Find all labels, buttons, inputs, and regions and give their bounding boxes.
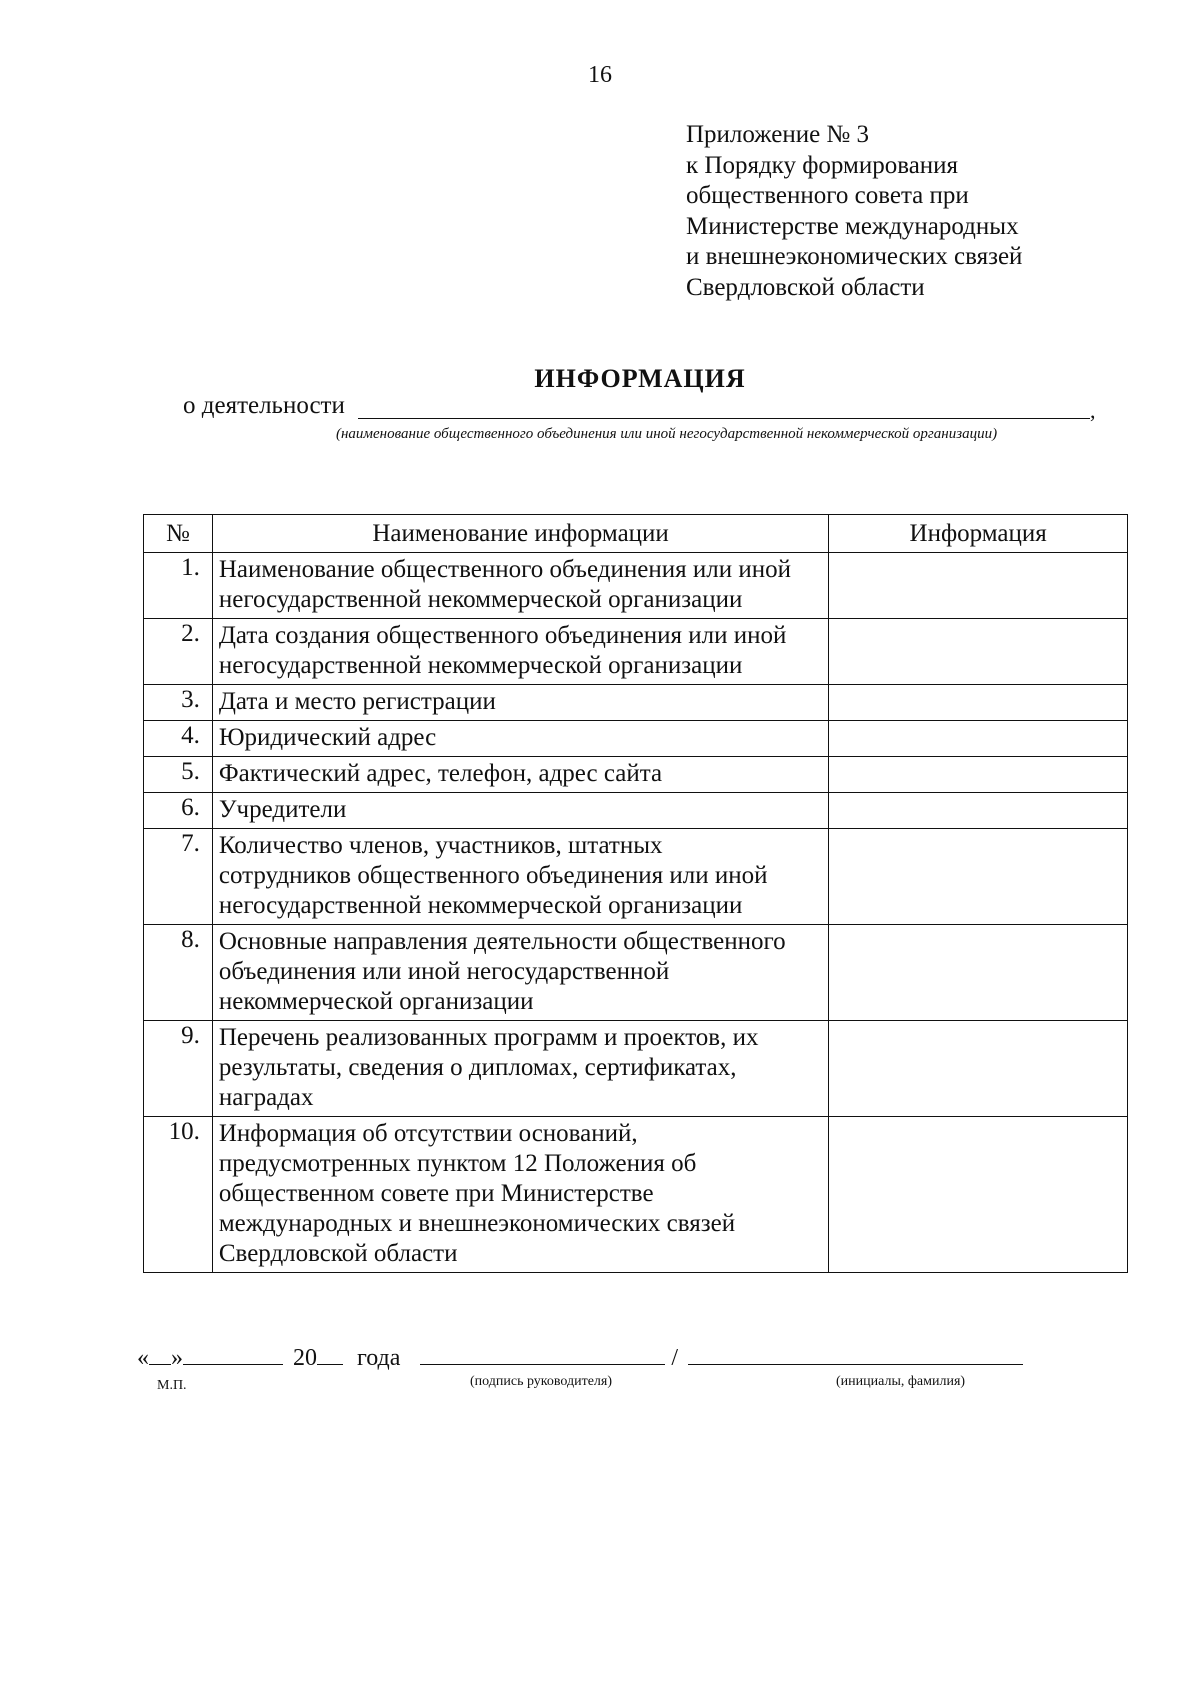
row-name — [212, 829, 828, 925]
quote-open: « — [137, 1345, 149, 1371]
row-name — [212, 925, 828, 1021]
quote-close: » — [171, 1345, 183, 1371]
signature-line — [137, 1344, 1023, 1372]
row-name-line: некоммерческой организации — [218, 988, 534, 1015]
row-name — [212, 1117, 828, 1273]
row-name-line: общественном совете при Министерстве — [218, 1180, 654, 1207]
row-info-cell[interactable] — [829, 721, 1128, 757]
table-row — [144, 619, 1128, 685]
row-number: 4. — [144, 721, 213, 757]
appendix-line: и внешнеэкономических связей — [686, 243, 1023, 270]
appendix-line: к Порядку формирования — [686, 151, 959, 179]
row-number: 7. — [144, 829, 213, 925]
year-suffix: года — [357, 1345, 401, 1371]
row-info-cell[interactable] — [829, 1021, 1128, 1117]
document-title: ИНФОРМАЦИЯ — [534, 364, 746, 393]
table-row — [144, 925, 1128, 1021]
row-name-line: результаты, сведения о дипломах, сертификатах, — [218, 1054, 737, 1081]
table-row — [144, 1021, 1128, 1117]
row-name-line: Юридический адрес — [218, 724, 437, 751]
row-info-cell[interactable] — [829, 553, 1128, 619]
row-info-cell[interactable] — [829, 757, 1128, 793]
table-row — [144, 829, 1128, 925]
row-name-line: негосударственной некоммерческой организации — [218, 586, 743, 613]
page-number: 16 — [588, 62, 612, 88]
table-row — [144, 721, 1128, 757]
row-name-line: Учредители — [218, 796, 347, 823]
row-name-line: предусмотренных пунктом 12 Положения об — [218, 1150, 697, 1177]
year-prefix: 20 — [293, 1345, 317, 1371]
row-info-cell[interactable] — [829, 1117, 1128, 1273]
table-body — [144, 553, 1128, 1273]
row-name-line: негосударственной некоммерческой организации — [218, 892, 743, 919]
row-number: 8. — [144, 925, 213, 1021]
row-name-line: Количество членов, участников, штатных — [218, 832, 663, 859]
signature-caption: (подпись руководителя) — [470, 1374, 613, 1389]
row-name — [212, 793, 828, 829]
row-info-cell[interactable] — [829, 619, 1128, 685]
mp-label: М.П. — [157, 1378, 187, 1393]
row-number: 3. — [144, 685, 213, 721]
table-row — [144, 685, 1128, 721]
row-name-line: наградах — [218, 1084, 314, 1111]
info-table — [143, 514, 1128, 1273]
row-name-line: Информация об отсутствии оснований, — [218, 1120, 638, 1147]
row-name-line: международных и внешнеэкономических связей — [218, 1210, 736, 1237]
month-blank — [183, 1344, 283, 1365]
header-info: Информация — [829, 515, 1128, 553]
activity-comma: , — [1090, 398, 1096, 423]
table-row — [144, 757, 1128, 793]
row-name-line: Перечень реализованных программ и проектов, их — [218, 1024, 759, 1051]
row-name-line: негосударственной некоммерческой организации — [218, 652, 743, 679]
table-row — [144, 553, 1128, 619]
appendix-line: Приложение № 3 — [686, 121, 870, 148]
row-name — [212, 619, 828, 685]
header-num: № — [144, 515, 213, 553]
org-caption: (наименование общественного объединения или иной негосударственной некоммерческой организации) — [336, 426, 998, 442]
appendix-line: Свердловской области — [686, 273, 925, 301]
row-info-cell[interactable] — [829, 685, 1128, 721]
appendix-line: общественного совета при — [686, 182, 969, 209]
table-row — [144, 1117, 1128, 1273]
row-info-cell[interactable] — [829, 793, 1128, 829]
row-name-line: Основные направления деятельности общественного — [218, 928, 786, 955]
row-name — [212, 685, 828, 721]
row-name — [212, 553, 828, 619]
activity-underline — [358, 418, 1090, 419]
row-name-line: Наименование общественного объединения или иной — [218, 556, 791, 583]
name-caption: (инициалы, фамилия) — [836, 1374, 966, 1389]
row-name-line: Дата и место регистрации — [218, 688, 496, 715]
table-row — [144, 793, 1128, 829]
row-name-line: сотрудников общественного объединения или иной — [218, 862, 768, 889]
header-name: Наименование информации — [212, 515, 828, 553]
row-number: 9. — [144, 1021, 213, 1117]
row-info-cell[interactable] — [829, 925, 1128, 1021]
appendix-line: Министерстве международных — [686, 212, 1019, 240]
row-name — [212, 1021, 828, 1117]
appendix-block — [686, 120, 1022, 303]
row-name — [212, 757, 828, 793]
row-name — [212, 721, 828, 757]
row-number: 6. — [144, 793, 213, 829]
row-name-line: Свердловской области — [218, 1240, 458, 1267]
row-number: 10. — [144, 1117, 213, 1273]
row-name-line: Дата создания общественного объединения или иной — [218, 622, 787, 649]
row-info-cell[interactable] — [829, 829, 1128, 925]
row-name-line: объединения или иной негосударственной — [218, 958, 670, 985]
row-number: 2. — [144, 619, 213, 685]
activity-label: о деятельности — [183, 392, 345, 419]
row-number: 1. — [144, 553, 213, 619]
row-number: 5. — [144, 757, 213, 793]
signature-blank — [420, 1344, 665, 1365]
row-name-line: Фактический адрес, телефон, адрес сайта — [218, 760, 663, 787]
slash: / — [671, 1345, 679, 1371]
initials-blank — [688, 1344, 1023, 1365]
year-blank — [317, 1344, 343, 1365]
day-blank — [149, 1344, 171, 1365]
table-header-row — [144, 515, 1128, 553]
